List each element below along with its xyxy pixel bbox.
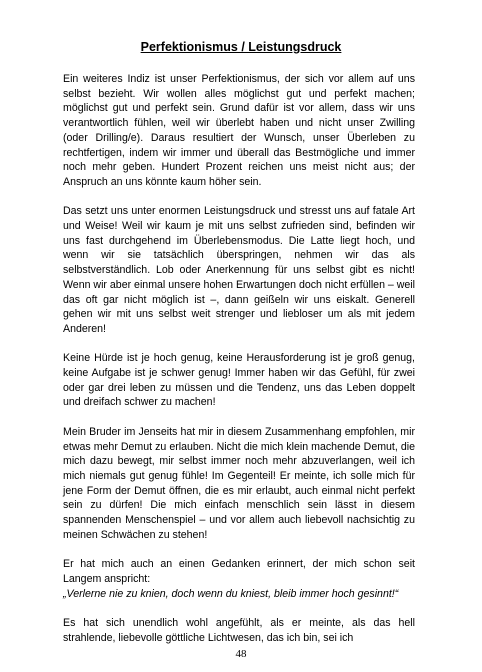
page-number: 48	[235, 648, 247, 660]
paragraph: Das setzt uns unter enormen Leistungsdruck und stresst uns auf fatale Art und Weise! Weil wir kaum je mit uns selbst zufrieden sind, befinden wir uns fast durchgehend im Überlebensmodus. Die Latte liegt hoch, und wenn wir sie tatsächlich überspringen, nehmen wir das als selbstverständlich. Lob oder Anerkennung für uns selbst gibt es nicht! Wenn wir aber einmal unsere hohen Erwartungen doch nicht erfüllen – weil das oft gar nicht möglich ist –, dann geißeln wir uns eiskalt. Generell gehen wir mit uns selbst weit strenger und liebloser um als mit jedem Anderen!	[63, 205, 415, 335]
paragraph: Ein weiteres Indiz ist unser Perfektionismus, der sich vor allem auf uns selbst bezieht. Wir wollen alles möglichst gut und perfekt machen; möglichst gut und perfekt sein. Grund dafür ist vor allem, dass wir uns verantwortlich fühlen, weil wir überlebt haben und nicht unser Zwilling (oder Drilling/e). Daraus resultiert der Wunsch, unser Überleben zu rechtfertigen, indem wir immer und überall das Bestmögliche und immer noch mehr geben. Hundert Prozent reichen uns meist nicht aus; der Anspruch an uns könnte kaum höher sein.	[63, 73, 415, 188]
paragraph: Keine Hürde ist je hoch genug, keine Herausforderung ist je groß genug, keine Aufgabe ist je schwer genug! Immer haben wir das Gefühl, für zwei oder gar drei leben zu müssen und die Tendenz, uns das Leben doppelt und dreifach schwer zu machen!	[63, 352, 415, 409]
quote: „Verlerne nie zu knien, doch wenn du kniest, bleib immer hoch gesinnt!“	[63, 587, 399, 600]
chapter-title: Perfektionismus / Leistungsdruck	[140, 40, 342, 54]
quote-intro: Er hat mich auch an einen Gedanken erinnert, der mich schon seit Langem anspricht:	[63, 558, 415, 585]
body-text	[63, 72, 415, 660]
paragraph-closing: Es hat sich unendlich wohl angefühlt, als er meinte, als das hell strahlende, liebevolle göttliche Lichtwesen, das ich bin, sei ich	[63, 616, 415, 644]
paragraph: Mein Bruder im Jenseits hat mir in diesem Zusammenhang empfohlen, mir etwas mehr Demut zu erlauben. Nicht die mich klein machende Demut, die mich dazu bewegt, mir selbst immer noch mehr abzuverlangen, weil ich mich niemals gut genug fühle! Im Gegenteil! Er meinte, ich solle mich für jene Form der Demut öffnen, die es mir erlaubt, auch einmal nicht perfekt sein zu dürfen! Die mich einfach menschlich sein lässt in diesem spannenden Menschenspiel – und vor allem auch liebevoll nachsichtig zu meinen Schwächen zu stehen!	[63, 425, 415, 541]
